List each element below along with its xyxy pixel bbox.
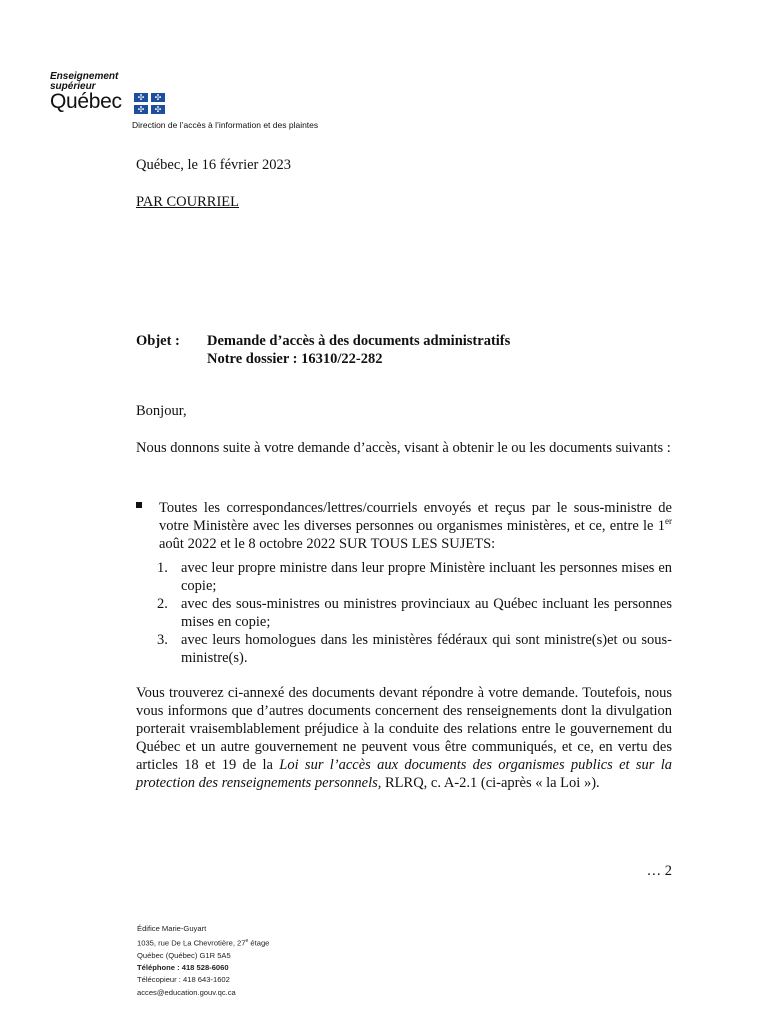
bullet-text-end: août 2022 et le 8 octobre 2022 SUR TOUS LES SUJETS:	[159, 536, 496, 552]
logo-brand: Québec	[50, 90, 122, 113]
list-item-number: 2.	[157, 596, 168, 612]
subject-title: Demande d’accès à des documents administratifs	[207, 333, 511, 349]
footer-street-end: étage	[248, 938, 270, 948]
logo-org-name	[50, 72, 118, 92]
bullet-text-start: Toutes les correspondances/lettres/courriels envoyés et reçus par le sous-ministre de votre Ministère avec les diverses personnes ou organismes ministères, et ce, entre le 1	[159, 500, 672, 534]
greeting: Bonjour,	[136, 403, 187, 419]
bullet-square-icon	[136, 502, 142, 508]
quebec-logo	[50, 72, 180, 118]
file-number: Notre dossier : 16310/22-282	[207, 351, 383, 367]
logo-org-line1: Enseignement	[50, 71, 119, 82]
response-paragraph	[136, 684, 672, 792]
page-continuation: … 2	[646, 863, 672, 879]
list-item-text: avec leur propre ministre dans leur propre Ministère incluant les personnes mises en copie;	[181, 560, 672, 594]
footer-street	[137, 935, 269, 950]
footer-city: Québec (Québec) G1R 5A5	[137, 950, 231, 960]
footer-street-sup: e	[245, 938, 249, 945]
intro-paragraph: Nous donnons suite à votre demande d’accès, visant à obtenir le ou les documents suivants :	[136, 440, 671, 456]
list-item-number: 1.	[157, 560, 168, 576]
list-item-number: 3.	[157, 632, 168, 648]
response-text-end: RLRQ, c. A-2.1 (ci-après « la Loi »).	[381, 775, 600, 791]
list-item-text: avec des sous-ministres ou ministres provinciaux au Québec incluant les personnes mises en copie;	[181, 596, 672, 630]
footer-phone: Téléphone : 418 528-6060	[137, 963, 229, 973]
fleur-de-lis-flag-icon: ✣ ✣ ✣ ✣	[134, 93, 165, 114]
bullet-superscript: er	[665, 516, 672, 527]
response-text-start: Vous trouverez ci-annexé des documents devant répondre à votre demande. Toutefois, nous vous informons que d’autres documents concernent des renseignements dont la divulgation porterait vraisemblablement préjudice à la conduite des relations entre le gouvernement du Québec et un autre gouvernement ne peuvent vous être communiqués, et ce, en vertu des articles 18 et 19 de la	[136, 685, 672, 773]
list-item-text: avec leurs homologues dans les ministères fédéraux qui sont ministre(s)et ou sous-ministre(s).	[181, 632, 672, 666]
delivery-method: PAR COURRIEL	[136, 194, 240, 210]
footer-building: Édifice Marie-Guyart	[137, 924, 207, 933]
law-title: Loi sur l’accès aux documents des organismes publics et sur la protection des renseignements personnels,	[136, 757, 672, 791]
footer-address	[137, 923, 269, 999]
footer-email: acces@education.gouv.qc.ca	[137, 987, 236, 997]
bullet-text	[159, 499, 672, 553]
letter-date: Québec, le 16 février 2023	[136, 157, 292, 173]
footer-fax: Télécopieur : 418 643-1602	[137, 975, 230, 985]
footer-street-start: 1035, rue De La Chevrotière, 27	[137, 938, 246, 948]
subject-label: Objet :	[136, 333, 180, 349]
department-direction: Direction de l’accès à l’information et des plaintes	[132, 120, 319, 130]
logo-org-line2: supérieur	[50, 81, 96, 92]
